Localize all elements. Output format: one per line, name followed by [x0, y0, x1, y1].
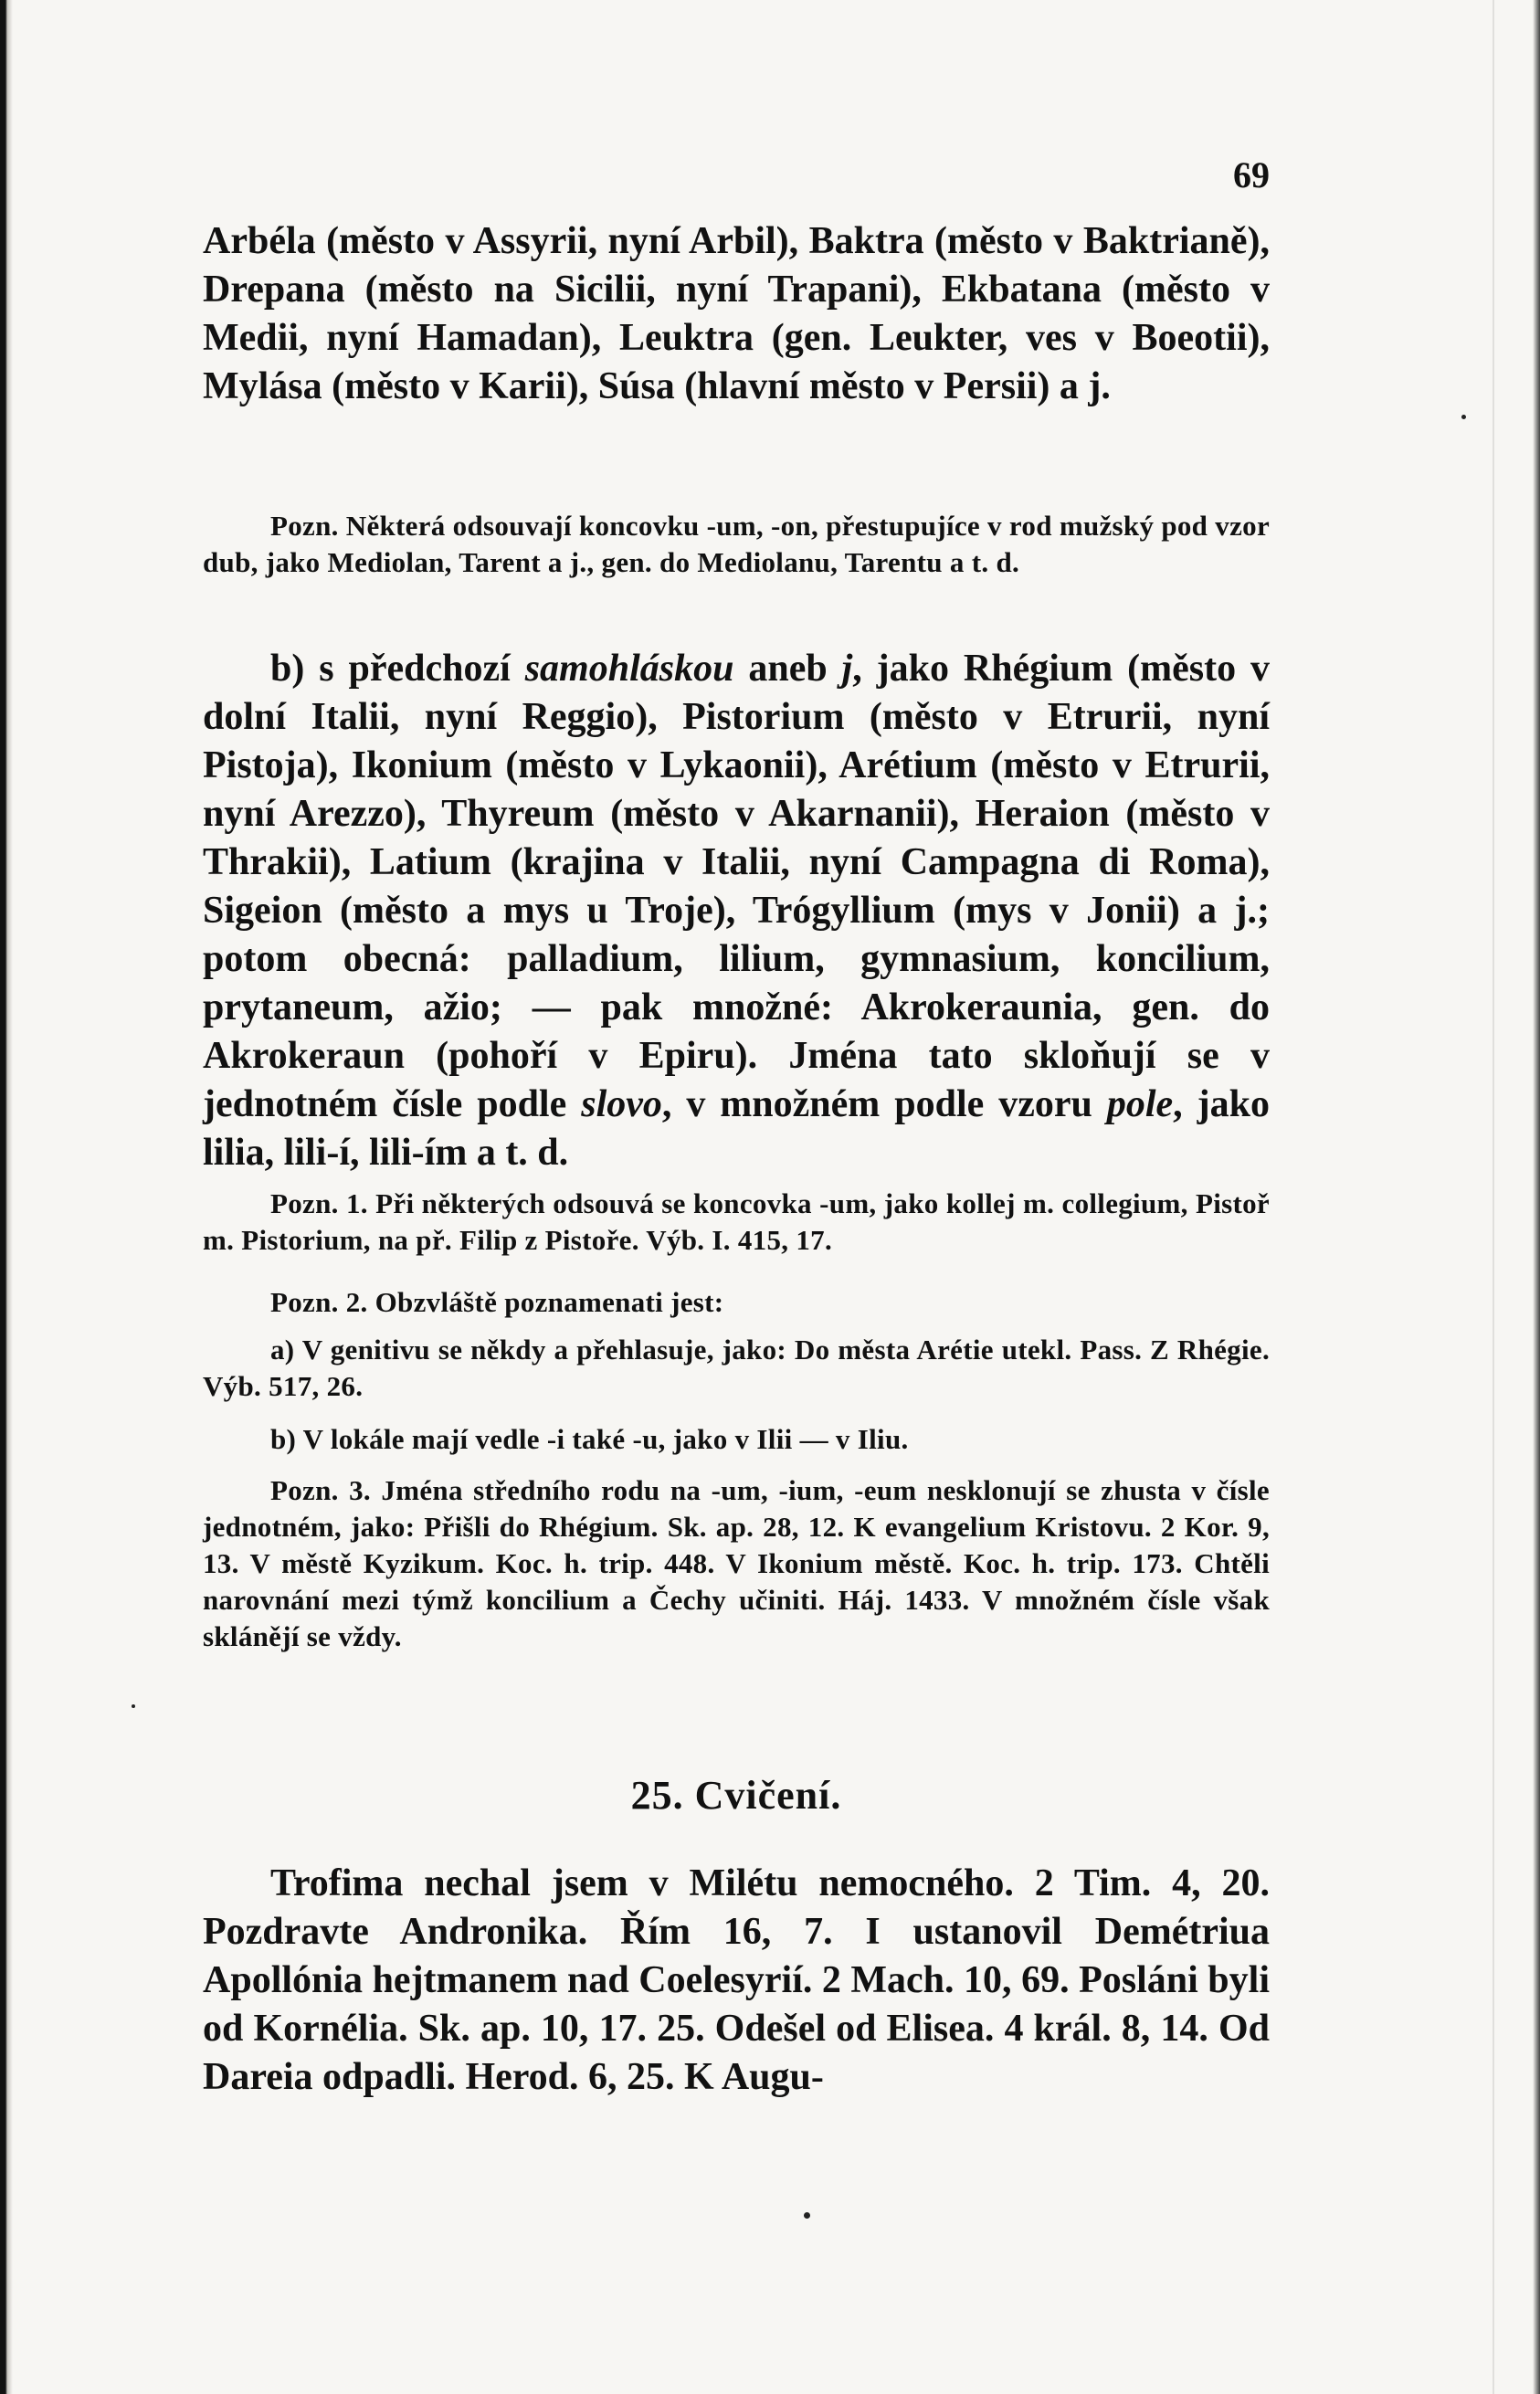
note-ending-drop: Pozn. Některá odsouvají koncovku -um, -on, přestupujíce v rod mužský pod vzor dub, jako Mediolan, Tarent a j., gen. do Mediolanu, Tarentu a t. d. [203, 510, 1270, 578]
p2-end: , jako lilia, lili-í, lili-ím a t. d. [203, 1083, 1270, 1174]
section-heading: 25. Cvičení. [630, 1773, 842, 1818]
note-3: Pozn. 3. Jména středního rodu na -um, -ium, -eum nesklonují se zhusta v čísle jednotném, jako: Přišli do Rhégium. Sk. ap. 28, 12. K evangelium Kristovu. 2 Kor. 9, 13. V městě Kyzikum. Koc. h. trip. 448. V Ikonium městě. Koc. h. trip. 173. Chtěli narovnání mezi týmž koncilium a Čechy učiniti. Háj. 1433. V množném čísle však sklánějí se vždy. [203, 1474, 1270, 1652]
page-fold-line [1493, 0, 1494, 2394]
page-right-edge [1533, 0, 1540, 2394]
page-number: 69 [1233, 154, 1270, 195]
page-gutter-shadow [0, 0, 13, 2394]
exercise-paragraph: Trofima nechal jsem v Milétu nemocného. 2 Tim. 4, 20. Pozdravte Andronika. Řím 16, 7. I ustanovil Demétriua Apollónia hejtmanem nad Coelesyrií. 2 Mach. 10, 69. Posláni byli od Kornélia. Sk. ap. 10, 17. 25. Odešel od Elisea. 4 král. 8, 14. Od Dareia odpadli. Herod. 6, 25. K Augu- [203, 1862, 1270, 2098]
print-speck [804, 2212, 810, 2219]
print-speck [1461, 415, 1466, 419]
p2-mid2: , v množném podle vzoru [661, 1083, 1107, 1125]
note-2b: b) V lokále mají vedle -i také -u, jako v Ilii — v Iliu. [270, 1423, 909, 1455]
print-speck [132, 1704, 135, 1708]
p2-term-pole: pole [1106, 1083, 1174, 1125]
note-2-heading: Pozn. 2. Obzvláště poznamenati jest: [270, 1286, 724, 1318]
paragraph-vowel-stems [203, 645, 1270, 1177]
p2-term-slovo: slovo [581, 1083, 662, 1125]
p2-term-samohlaskou: samohláskou [524, 648, 734, 690]
p2-mid: aneb [733, 648, 842, 690]
p2-letter-j: j [841, 648, 853, 690]
note-1: Pozn. 1. Při některých odsouvá se koncovka -um, jako kollej m. collegium, Pistoř m. Pistorium, na př. Filip z Pistoře. Výb. I. 415, 17. [203, 1187, 1270, 1256]
paragraph-city-names: Arbéla (město v Assyrii, nyní Arbil), Baktra (město v Baktrianě), Drepana (město na Sicilii, nyní Trapani), Ekbatana (město v Medii, nyní Hamadan), Leuktra (gen. Leukter, ves v Boeotii), Mylása (město v Karii), Súsa (hlavní město v Persii) a j. [203, 220, 1270, 407]
p2-start: b) s předchozí [270, 648, 525, 690]
p2-rest: , jako Rhégium (město v dolní Italii, nyní Reggio), Pistorium (město v Etrurii, nyní Pistoja), Ikonium (město v Lykaonii), Arétium (město v Etrurii, nyní Arezzo), Thyreum (město v Akarnanii), Heraion (město v Thrakii), Latium (krajina v Italii, nyní Campagna di Roma), Sigeion (město a mys u Troje), Trógyllium (mys v Jonii) a j.; potom obecná: palladium, lilium, gymnasium, koncilium, prytaneum, ažio; — pak množné: Akrokeraunia, gen. do Akrokeraun (pohoří v Epiru). Jména tato skloňují se v jednotném čísle podle [203, 648, 1271, 1125]
note-2a: a) V genitivu se někdy a přehlasuje, jako: Do města Arétie utekl. Pass. Z Rhégie. Výb. 517, 26. [203, 1334, 1270, 1402]
